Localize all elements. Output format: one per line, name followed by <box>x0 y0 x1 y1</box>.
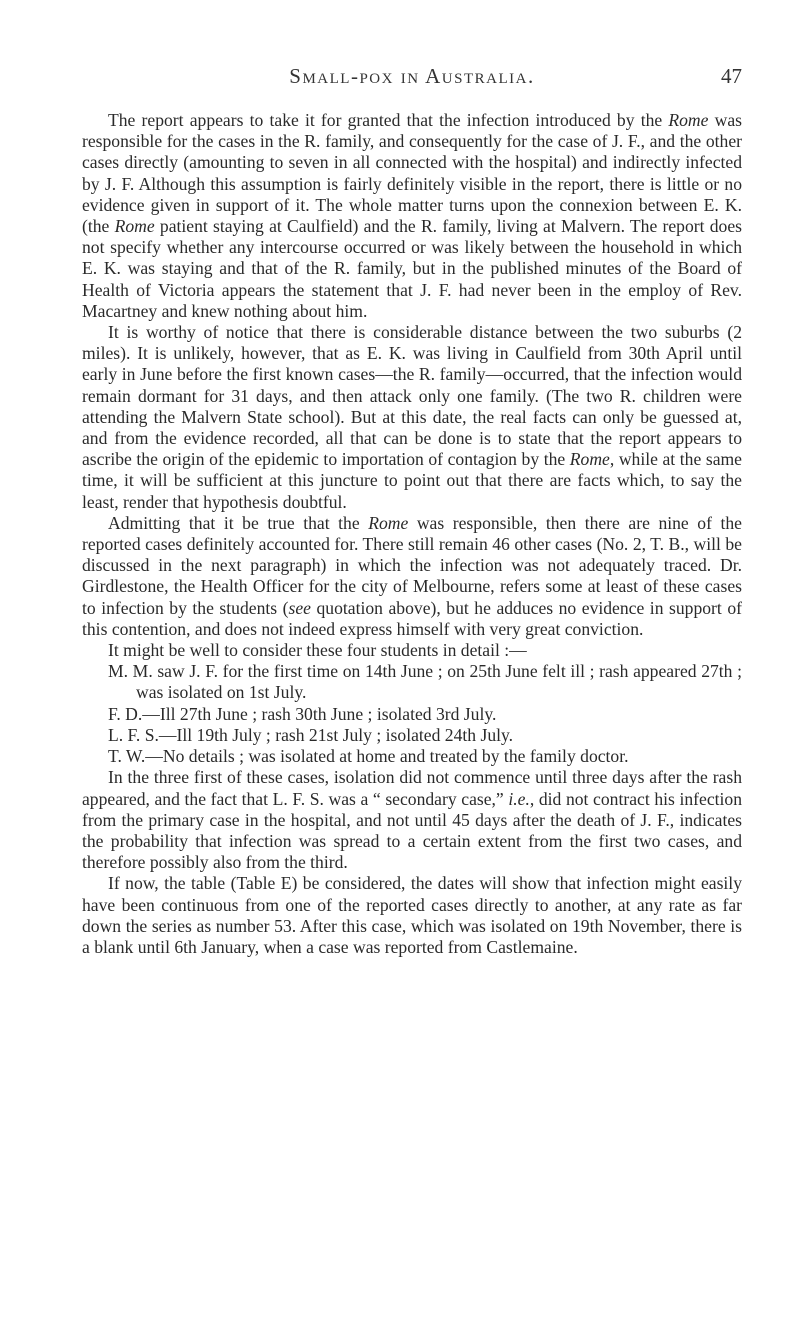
case-item: L. F. S.—Ill 19th July ; rash 21st July ; isolated 24th July. <box>108 724 514 745</box>
ship-name: Rome <box>569 449 610 470</box>
text-run: , did not contract his infection from the primary case in the hospital, and not until 45 days after the death of J. F., indicates the probability that infection was spread to a certain extent from the first two cases, and therefore possibly also from the third. <box>82 788 742 873</box>
body-text <box>82 110 742 958</box>
text-run: quotation above), but he adduces no evidence in support of this contention, and does not indeed express himself with very great conviction. <box>82 597 742 639</box>
see-reference: see <box>288 597 311 618</box>
case-item: T. W.—No details ; was isolated at home and treated by the family doctor. <box>108 746 629 767</box>
case-item: M. M. saw J. F. for the first time on 14th June ; on 25th June felt ill ; rash appeared 27th ; was isolated on 1st July. <box>108 661 742 703</box>
text-run: was responsible for the cases in the R. family, and consequently for the case of J. F., and the other cases directly (amounting to seven in all connected with the hospital) and indirectly infected by J. F. Although this assumption is fairly definitely visible in the report, there is little or no evidence given in support of it. The whole matter turns upon the connexion between E. K. (the <box>82 110 742 237</box>
paragraph-4: It might be well to consider these four students in detail :— <box>108 640 527 661</box>
case-item: F. D.—Ill 27th June ; rash 30th June ; isolated 3rd July. <box>108 703 497 724</box>
paragraph-1 <box>82 110 742 322</box>
text-run: Admitting that it be true that the <box>108 512 369 533</box>
text-run: It is worthy of notice that there is considerable distance between the two suburbs (2 miles). It is unlikely, however, that as E. K. was living in Caulfield from 30th April until early in June before the first known cases—the R. family—occurred, that the infection would remain dormant for 31 days, and then attack only one family. (The two R. children were attending the Malvern State school). But at this date, the real facts can only be guessed at, and from the evidence recorded, all that can be done is to state that the report appears to ascribe the origin of the epidemic to importation of contagion by the <box>82 322 742 470</box>
text-run: In the three first of these cases, isolation did not commence until three days after the rash appeared, and the fact that L. F. S. was a “ secondary case,” <box>82 767 742 809</box>
paragraph-2 <box>82 322 742 513</box>
paragraph-5 <box>82 767 742 873</box>
ship-name: Rome <box>668 110 709 130</box>
ship-name: Rome <box>368 512 409 533</box>
paragraph-3 <box>82 513 742 640</box>
page-number: 47 <box>721 64 742 88</box>
text-run: , while at the same time, it will be sufficient at this juncture to point out that there are facts which, to say the least, render that hypothesis doubtful. <box>82 449 742 512</box>
running-title: Small-pox in Australia. <box>289 64 535 88</box>
running-head <box>82 64 742 94</box>
text-run: The report appears to take it for granted that the infection introduced by the <box>108 110 669 130</box>
ie-abbreviation: i.e. <box>508 788 530 809</box>
student-case-list <box>82 661 742 767</box>
text-run: was responsible, then there are nine of the reported cases definitely accounted for. There still remain 46 other cases (No. 2, T. B., will be discussed in the next paragraph) in which the infection was not adequately traced. Dr. Girdlestone, the Health Officer for the city of Melbourne, refers some at least of these cases to infection by the students ( <box>82 512 742 618</box>
text-run: patient staying at Caulfield) and the R. family, living at Malvern. The report does not specify whether any intercourse occurred or was likely between the household in which E. K. was staying and that of the R. family, but in the published minutes of the Board of Health of Victoria appears the statement that J. F. had never been in the employ of Rev. Macartney and knew nothing about him. <box>82 216 742 321</box>
ship-name: Rome <box>114 216 155 237</box>
paragraph-6: If now, the table (Table E) be considered, the dates will show that infection might easily have been continuous from one of the reported cases directly to another, at any rate as far down the series as number 53. After this case, which was isolated on 19th November, there is a blank until 6th January, when a case was reported from Castlemaine. <box>82 873 742 957</box>
